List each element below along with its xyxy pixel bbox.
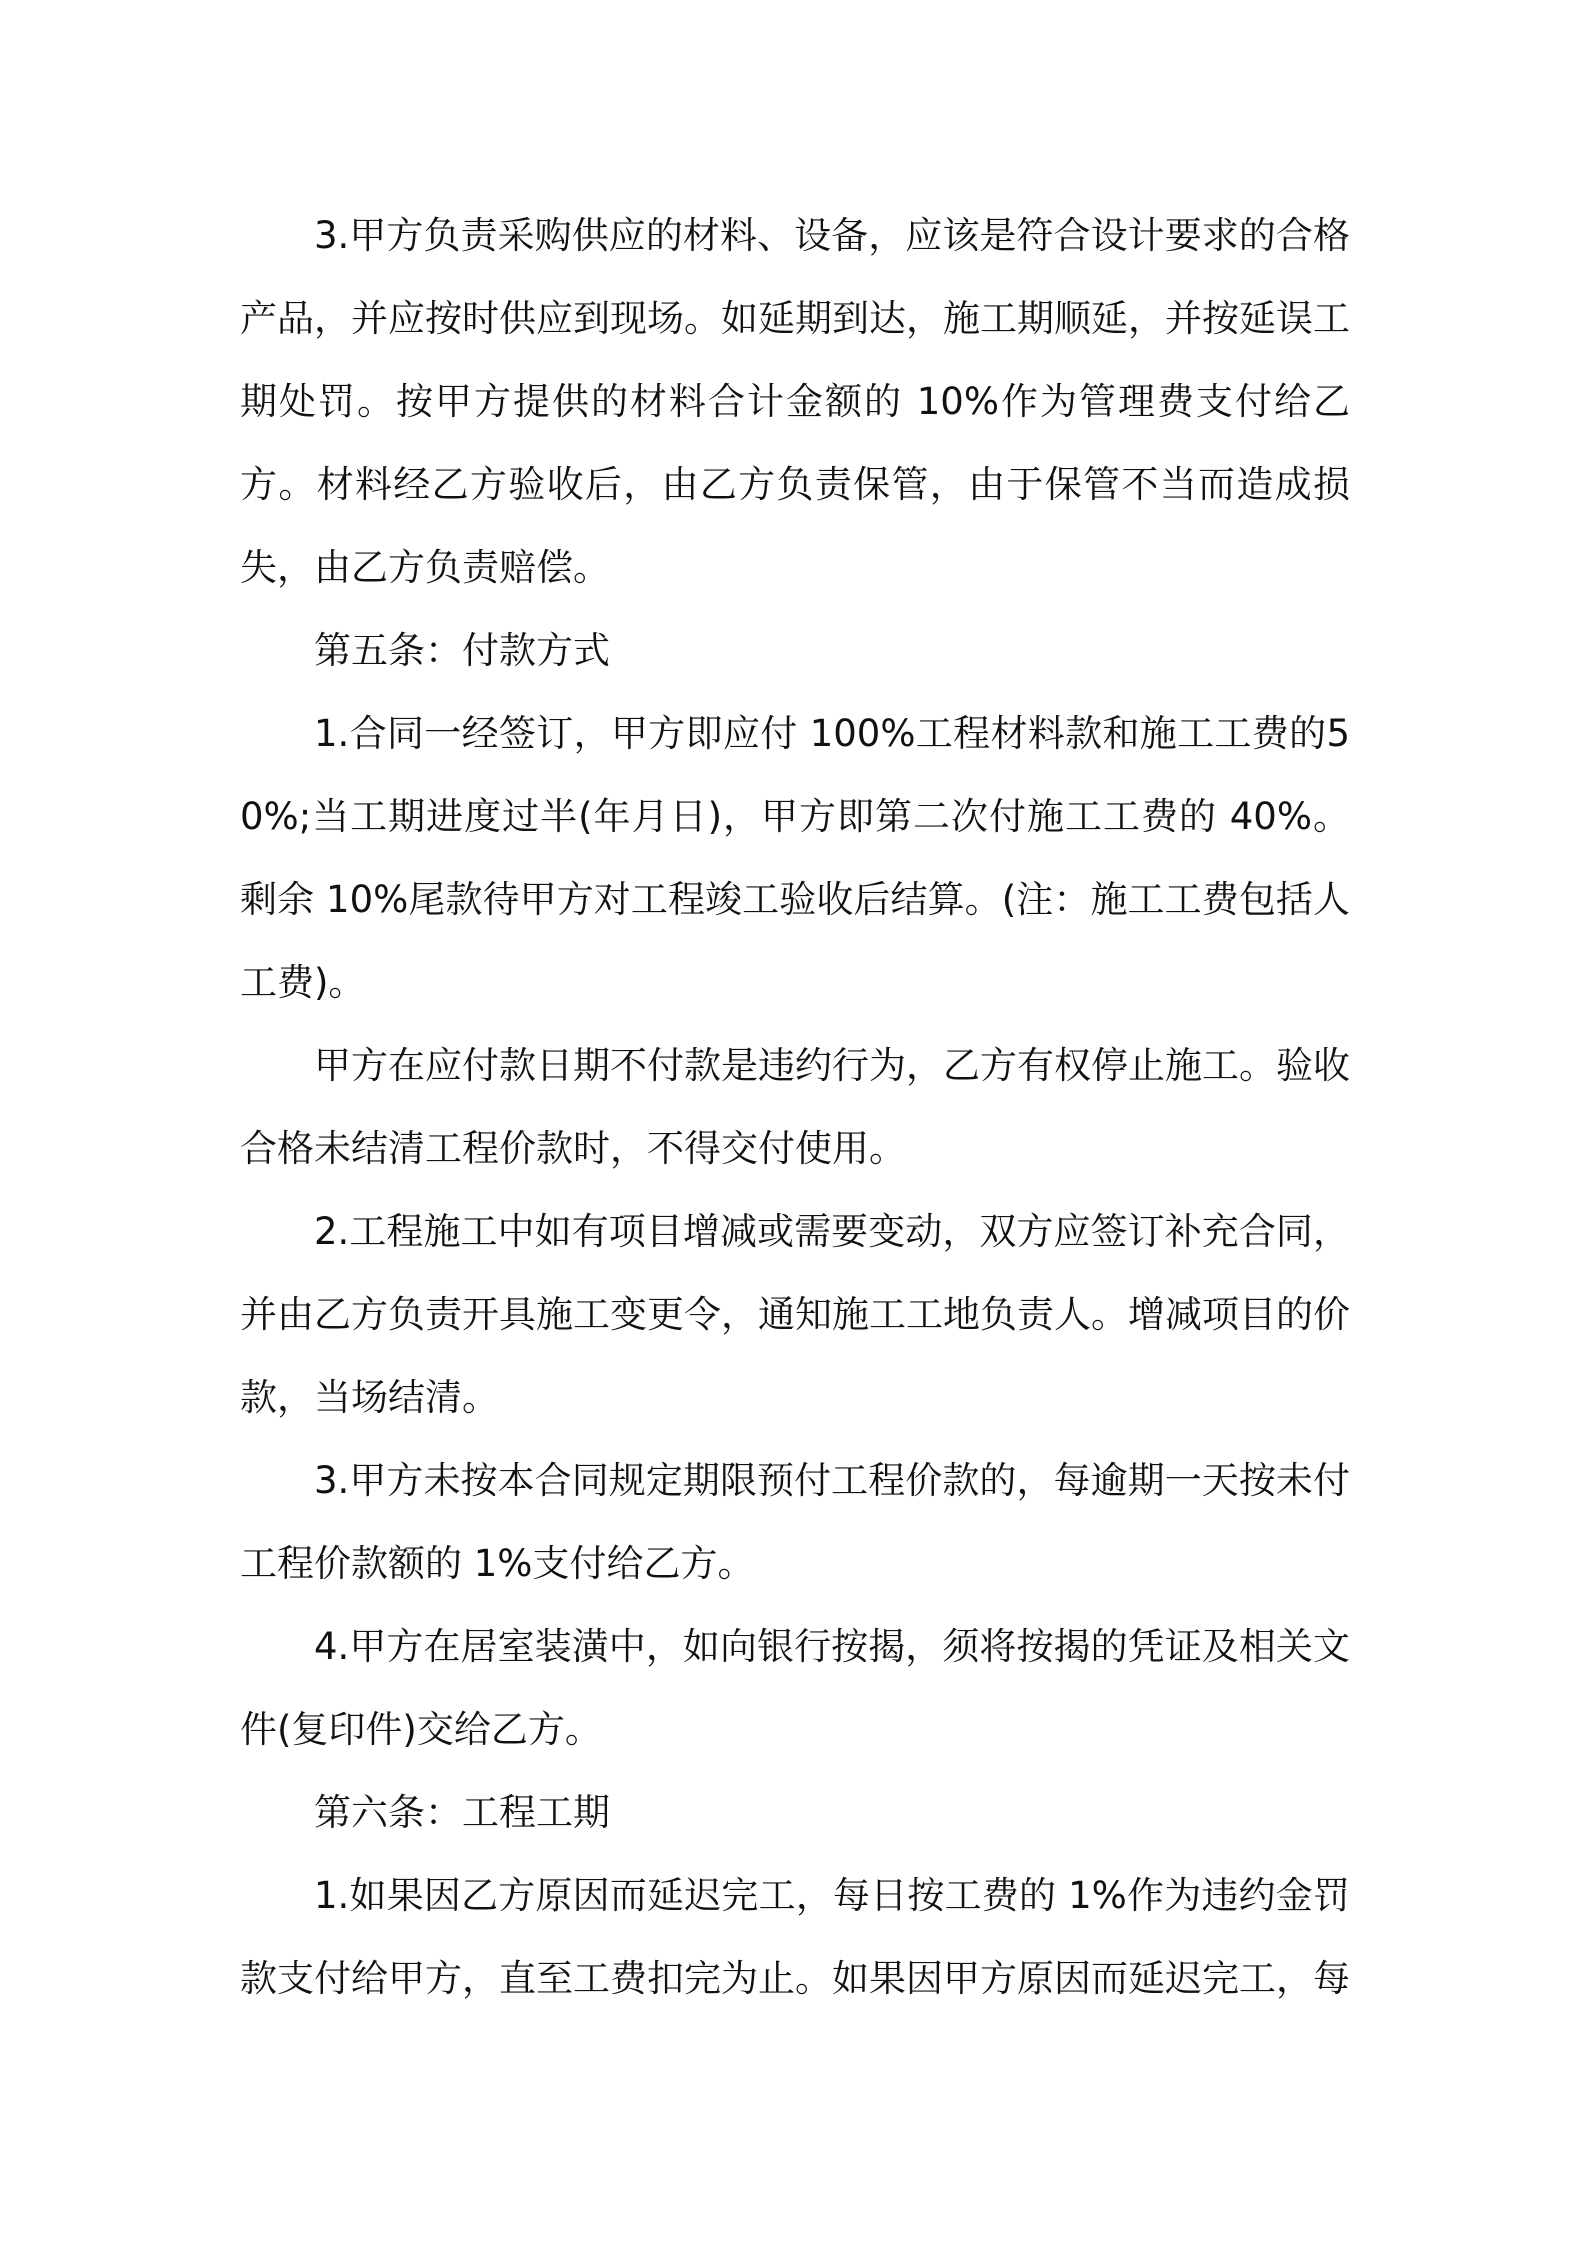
paragraph-material-supply: 3.甲方负责采购供应的材料、设备，应该是符合设计要求的合格产品，并应按时供应到现场。如延期到达，施工期顺延，并按延误工期处罚。按甲方提供的材料合计金额的 10%作为管理费支付给乙方。材料经乙方验收后，由乙方负责保管，由于保管不当而造成损失，由乙方负责赔偿。 — [240, 214, 1350, 589]
paragraph-mortgage: 4.甲方在居室装潢中，如向银行按揭，须将按揭的凭证及相关文件(复印件)交给乙方。 — [240, 1625, 1350, 1751]
section-heading-article-5: 第五条：付款方式 — [314, 629, 610, 672]
paragraph-delay-penalty: 1.如果因乙方原因而延迟完工，每日按工费的 1%作为违约金罚款支付给甲方，直至工费扣完为止。如果因甲方原因而延迟完工，每 — [240, 1874, 1350, 2000]
document-body — [240, 194, 1350, 2020]
section-heading-article-6: 第六条：工程工期 — [314, 1791, 610, 1834]
paragraph-overdue-penalty: 3.甲方未按本合同规定期限预付工程价款的，每逾期一天按未付工程价款额的 1%支付给乙方。 — [240, 1459, 1350, 1585]
paragraph-project-changes: 2.工程施工中如有项目增减或需要变动，双方应签订补充合同，并由乙方负责开具施工变更令，通知施工工地负责人。增减项目的价款，当场结清。 — [240, 1210, 1350, 1419]
paragraph-late-payment-breach: 甲方在应付款日期不付款是违约行为，乙方有权停止施工。验收合格未结清工程价款时，不得交付使用。 — [240, 1044, 1350, 1170]
paragraph-payment-schedule: 1.合同一经签订，甲方即应付 100%工程材料款和施工工费的50%;当工期进度过半(年月日)，甲方即第二次付施工工费的 40%。剩余 10%尾款待甲方对工程竣工验收后结算。(注：施工工费包括人工费)。 — [240, 712, 1350, 1004]
